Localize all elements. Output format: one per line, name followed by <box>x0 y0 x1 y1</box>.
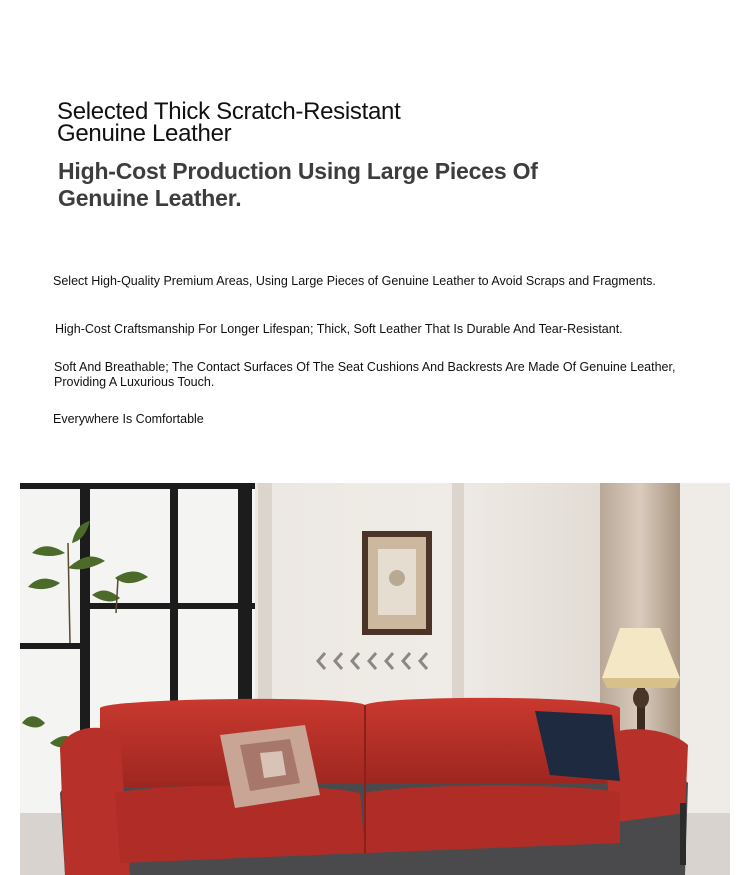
framed-picture <box>362 531 432 635</box>
feature-craftsmanship: High-Cost Craftsmanship For Longer Lifespan; Thick, Soft Leather That Is Durable And Tear-Resistant. <box>55 322 623 336</box>
headline-line-1: Selected Thick Scratch-Resistant <box>57 98 401 125</box>
living-room-illustration <box>20 483 730 875</box>
patterned-pillow <box>220 725 320 808</box>
subheadline-line-1: High-Cost Production Using Large Pieces Of <box>58 158 538 184</box>
feature-comfortable: Everywhere Is Comfortable <box>53 412 204 426</box>
subheadline-line-2: Genuine Leather. <box>58 185 242 211</box>
headline <box>57 98 401 147</box>
headline-line-2: Genuine Leather <box>57 120 232 147</box>
sofa-photo <box>20 483 730 875</box>
feature-premium-areas: Select High-Quality Premium Areas, Using Large Pieces of Genuine Leather to Avoid Scraps and Fragments. <box>53 274 656 288</box>
subheadline <box>58 158 538 212</box>
feature-breathable: Soft And Breathable; The Contact Surfaces Of The Seat Cushions And Backrests Are Made Of Genuine Leather, Providing A Luxurious Touch. <box>54 360 676 389</box>
